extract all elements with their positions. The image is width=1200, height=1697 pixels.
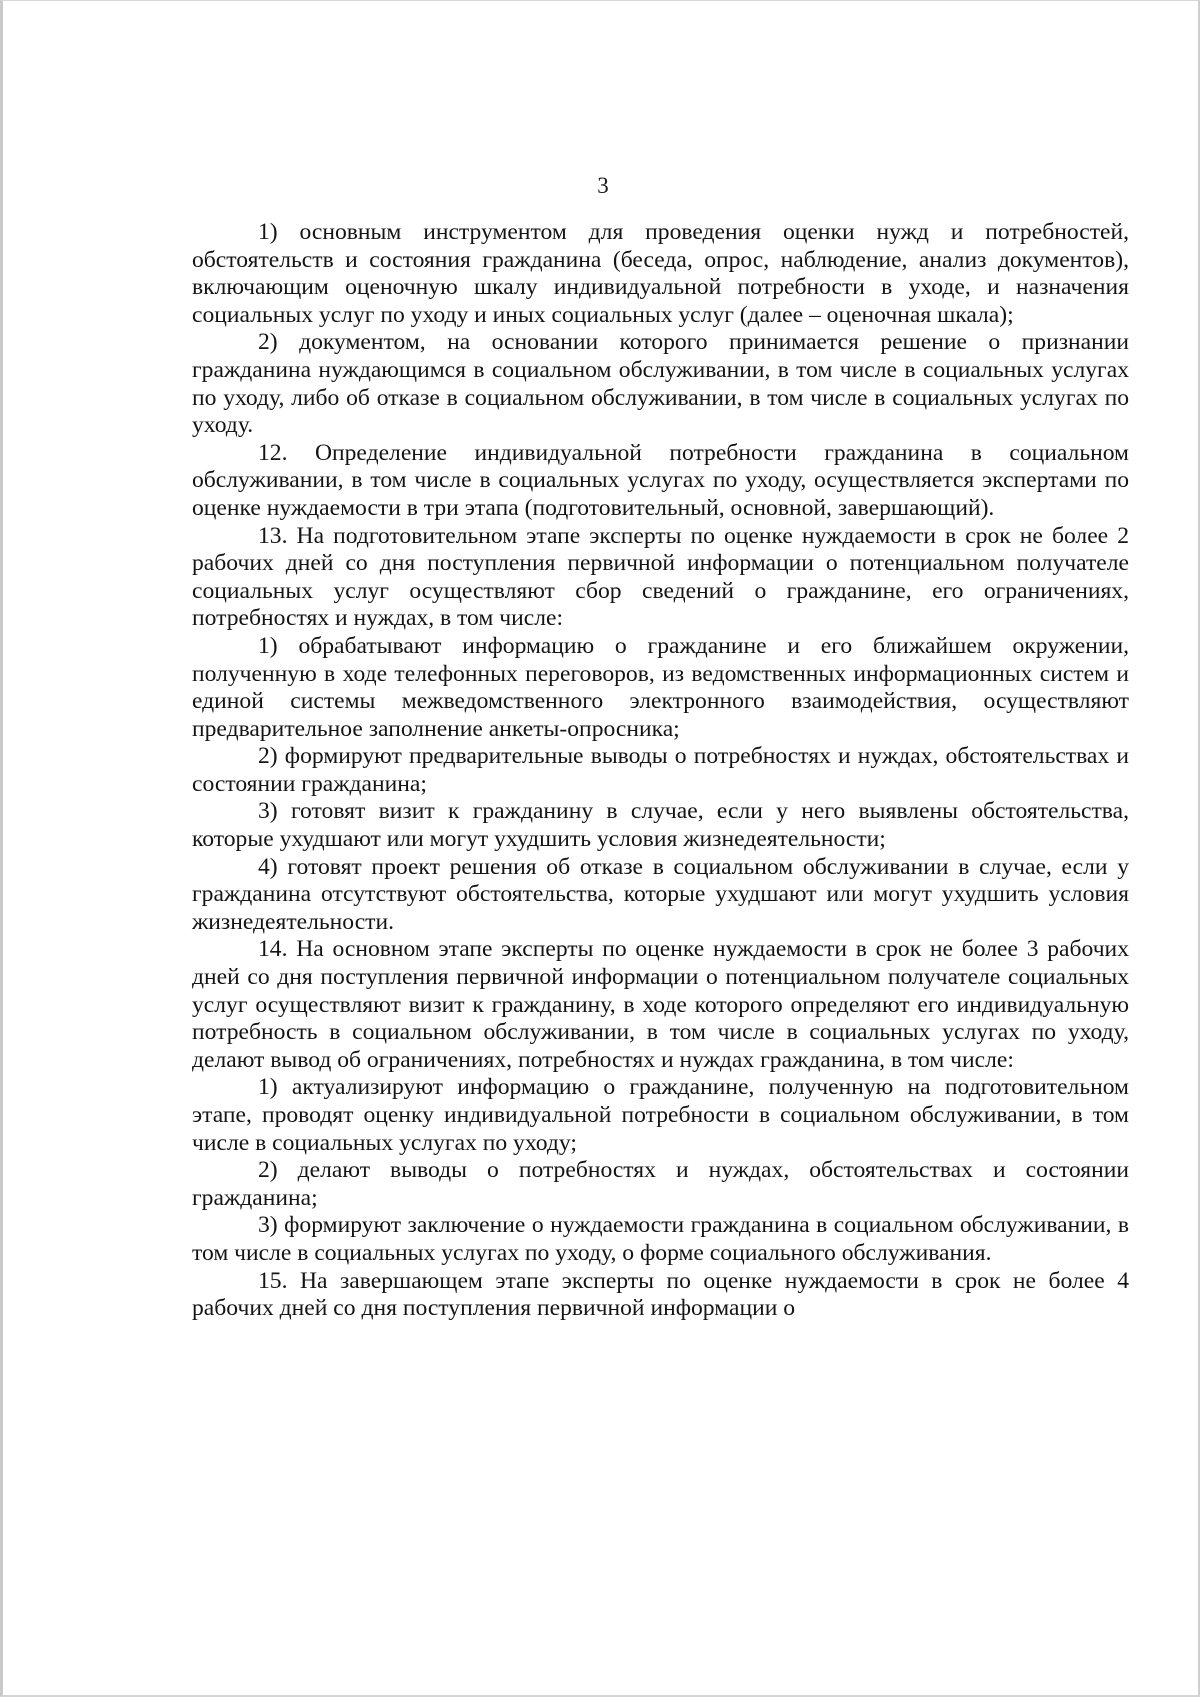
paragraph-14-item-2: 2) делают выводы о потребностях и нуждах, обстоятельствах и состоянии гражданина; [192, 1157, 1129, 1211]
paragraph-13-item-2: 2) формируют предварительные выводы о потребностях и нуждах, обстоятельствах и состоянии гражданина; [192, 743, 1129, 797]
paragraph-14-item-1: 1) актуализируют информацию о гражданине, полученную на подготовительном этапе, проводят оценку индивидуальной потребности в социальном обслуживании, в том числе в социальных услугах по уходу; [192, 1074, 1129, 1156]
paragraph-14: 14. На основном этапе эксперты по оценке нуждаемости в срок не более 3 рабочих дней со дня поступления первичной информации о потенциальном получателе социальных услуг осуществляют визит к гражданину, в ходе которого определяют его индивидуальную потребность в социальном обслуживании, в том числе в социальных услугах по уходу, делают вывод об ограничениях, потребностях и нуждах гражданина, в том числе: [192, 936, 1129, 1073]
paragraph-15: 15. На завершающем этапе эксперты по оценке нуждаемости в срок не более 4 рабочих дней со дня поступления первичной информации о [192, 1267, 1129, 1322]
paragraph-decision-document: 2) документом, на основании которого принимается решение о признании гражданина нуждающимся в социальном обслуживании, в том числе в социальных услугах по уходу, либо об отказе в социальном обслуживании, в том числе в социальных услугах по уходу. [192, 329, 1129, 439]
paragraph-13-item-1: 1) обрабатывают информацию о гражданине и его ближайшем окружении, полученную в ходе телефонных переговоров, из ведомственных информационных систем и единой системы межведомственного электронного взаимодействия, осуществляют предварительное заполнение анкеты-опросника; [192, 632, 1129, 742]
paragraph-13-item-4: 4) готовят проект решения об отказе в социальном обслуживании в случае, если у гражданина отсутствуют обстоятельства, которые ухудшают или могут ухудшить условия жизнедеятельности. [192, 853, 1129, 935]
paragraph-assessment-instrument: 1) основным инструментом для проведения оценки нужд и потребностей, обстоятельств и состояния гражданина (беседа, опрос, наблюдение, анализ документов), включающим оценочную шкалу индивидуальной потребности в уходе, и назначения социальных услуг по уходу и иных социальных услуг (далее – оценочная шкала); [192, 219, 1129, 328]
paragraph-13: 13. На подготовительном этапе эксперты по оценке нуждаемости в срок не более 2 рабочих дней со дня поступления первичной информации о потенциальном получателе социальных услуг осуществляют сбор сведений о гражданине, его ограничениях, потребностях и нуждах, в том числе: [192, 522, 1129, 632]
document-body [192, 219, 1129, 1323]
paragraph-12: 12. Определение индивидуальной потребности гражданина в социальном обслуживании, в том числе в социальных услугах по уходу, осуществляется экспертами по оценке нуждаемости в три этапа (подготовительный, основной, завершающий). [192, 439, 1129, 521]
paragraph-13-item-3: 3) готовят визит к гражданину в случае, если у него выявлены обстоятельства, которые ухудшают или могут ухудшить условия жизнедеятельности; [192, 798, 1129, 853]
paragraph-14-item-3: 3) формируют заключение о нуждаемости гражданина в социальном обслуживании, в том числе в социальных услугах по уходу, о форме социального обслуживания. [192, 1212, 1129, 1266]
page-number: 3 [597, 173, 609, 198]
